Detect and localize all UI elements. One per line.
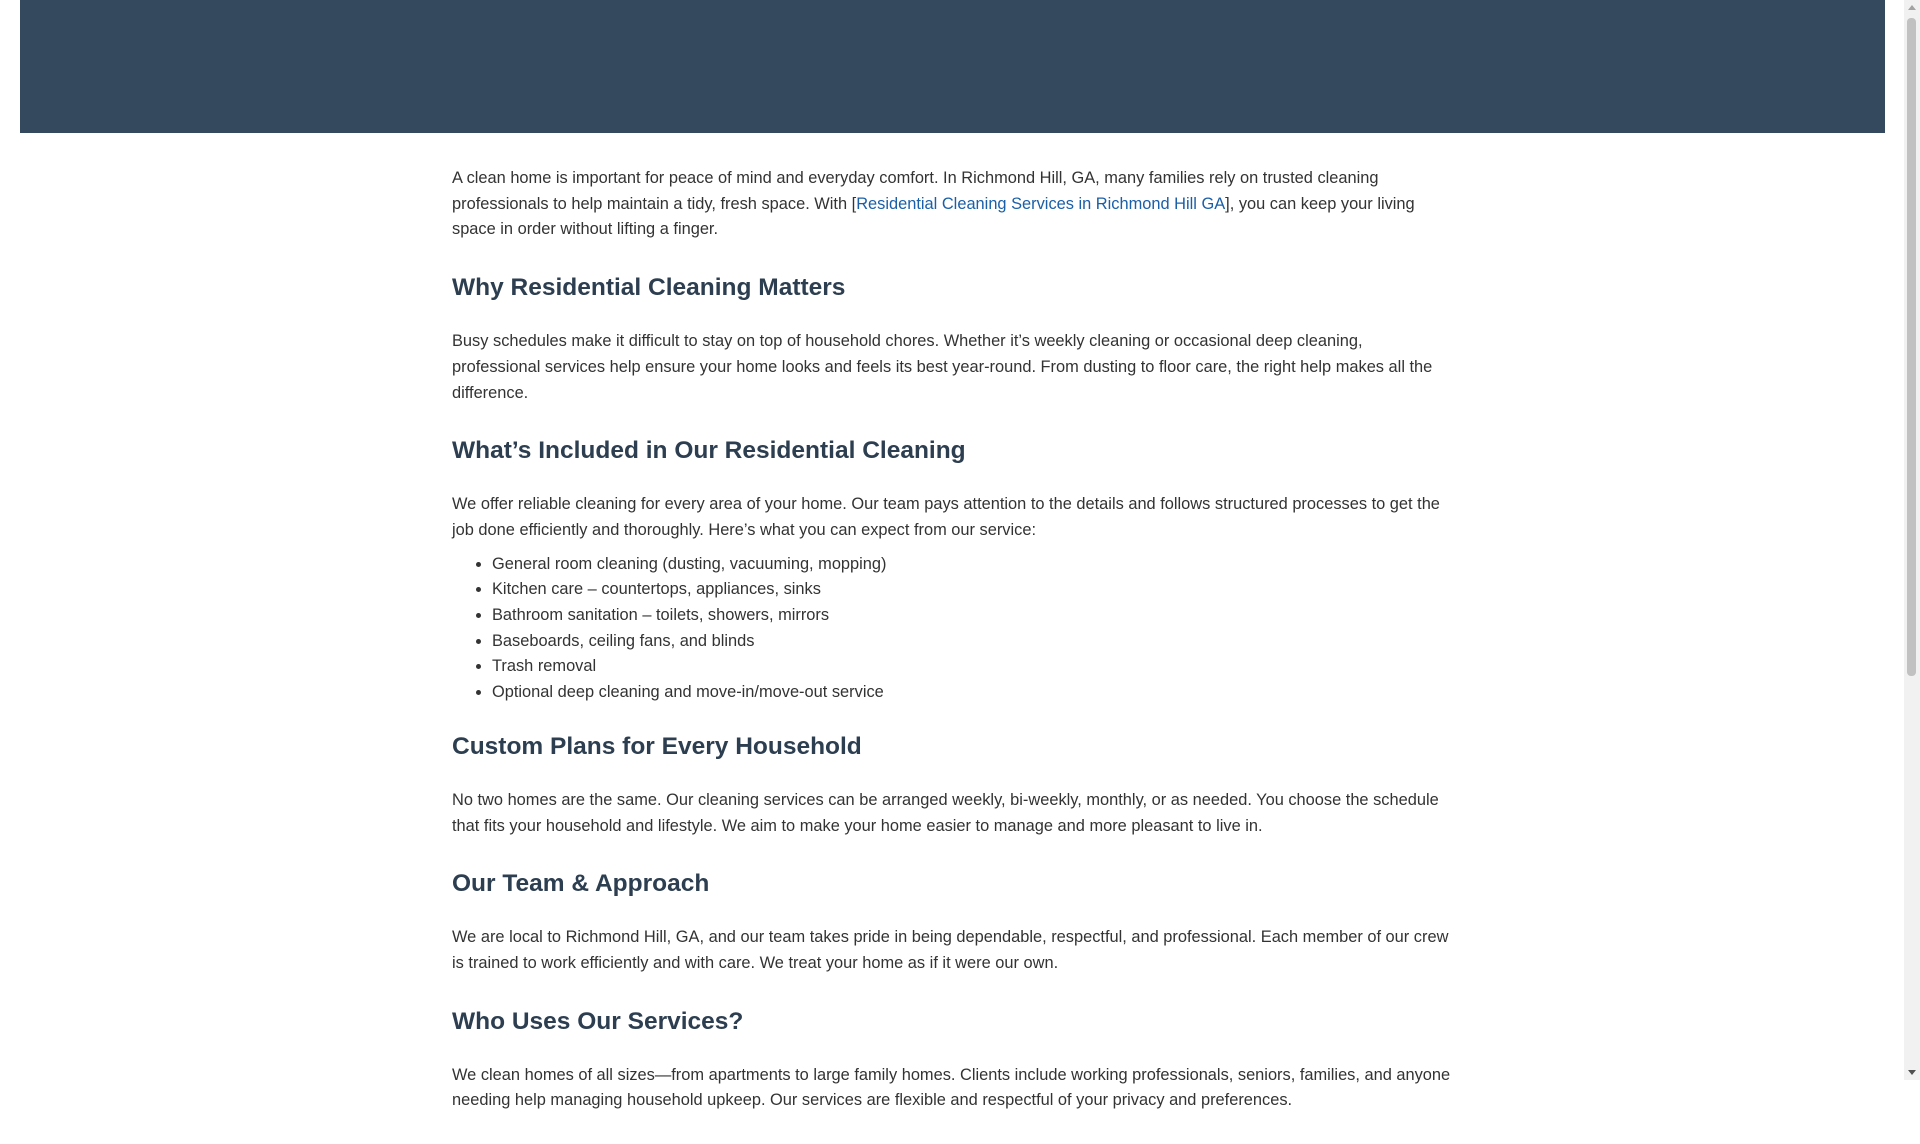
list-item: • General room cleaning (dusting, vacuuming, mopping) bbox=[492, 552, 1452, 578]
intro-text-before-link: A clean home is important for peace of mind and everyday comfort. In Richmond Hill, GA, many families rely on trusted cleaning professionals to help maintain a tidy, fresh space. With [ bbox=[452, 169, 1379, 213]
services-list bbox=[452, 552, 1452, 706]
intro-text-after-link: ], you can keep your living space in order without lifting a finger. bbox=[452, 194, 1415, 239]
header-banner bbox=[20, 0, 1885, 133]
section-paragraph-team: We are local to Richmond Hill, GA, and our team takes pride in being dependable, respectful, and professional. Each member of our crew is trained to work efficiently and with care. We treat your home as if it were our own. bbox=[452, 928, 1449, 972]
list-item: • Baseboards, ceiling fans, and blinds bbox=[492, 629, 1452, 655]
list-item: • Trash removal bbox=[492, 654, 1452, 680]
list-item: • Kitchen care – countertops, appliances, sinks bbox=[492, 577, 1452, 603]
scrollbar-thumb[interactable] bbox=[1907, 18, 1916, 676]
intro-paragraph bbox=[452, 166, 1452, 243]
residential-cleaning-link[interactable]: Residential Cleaning Services in Richmond Hill GA bbox=[856, 194, 1226, 213]
section-heading-who: Who Uses Our Services? bbox=[452, 1007, 744, 1035]
list-item: • Optional deep cleaning and move-in/move-out service bbox=[492, 680, 1452, 706]
list-item: • Bathroom sanitation – toilets, showers, mirrors bbox=[492, 603, 1452, 629]
scroll-up-arrow-icon[interactable] bbox=[1908, 5, 1916, 10]
vertical-scrollbar[interactable] bbox=[1904, 0, 1920, 1080]
section-heading-included: What’s Included in Our Residential Cleaning bbox=[452, 437, 966, 465]
section-heading-why: Why Residential Cleaning Matters bbox=[452, 274, 846, 302]
section-paragraph-included: We offer reliable cleaning for every area of your home. Our team pays attention to the details and follows structured processes to get the job done efficiently and thoroughly. Here’s what you can expect from our service: bbox=[452, 495, 1440, 539]
section-paragraph-why: Busy schedules make it difficult to stay on top of household chores. Whether it’s weekly cleaning or occasional deep cleaning, professional services help ensure your home looks and feels its best year-round. From dusting to floor care, the right help makes all the difference. bbox=[452, 332, 1433, 402]
article-content bbox=[452, 166, 1452, 1144]
section-heading-custom-plans: Custom Plans for Every Household bbox=[452, 732, 862, 760]
section-paragraph-custom-plans: No two homes are the same. Our cleaning services can be arranged weekly, bi-weekly, monthly, or as needed. You choose the schedule that fits your household and lifestyle. We aim to make your home easier to manage and more pleasant to live in. bbox=[452, 790, 1439, 835]
section-heading-team: Our Team & Approach bbox=[452, 870, 710, 898]
section-paragraph-who: We clean homes of all sizes—from apartments to large family homes. Clients include working professionals, seniors, families, and anyone needing help managing household upkeep. Our services are flexible and respectful of your privacy and preferences. bbox=[452, 1065, 1451, 1110]
scroll-down-arrow-icon[interactable] bbox=[1908, 1070, 1916, 1075]
